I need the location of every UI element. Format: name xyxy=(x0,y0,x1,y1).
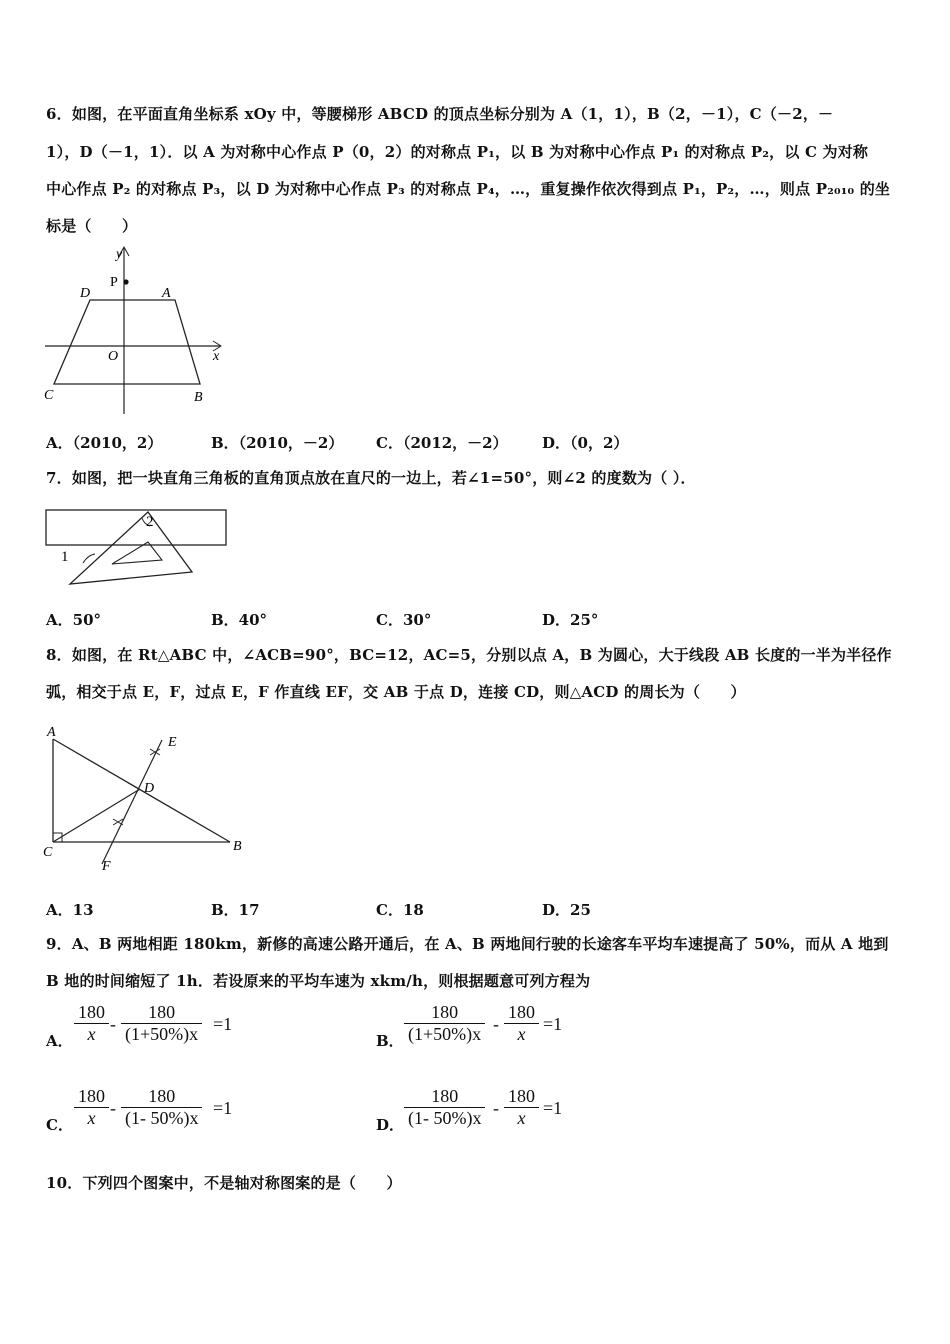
q6-text-line-3: 中心作点 P₂ 的对称点 P₃，以 D 为对称中心作点 P₃ 的对称点 P₄，…，重复操作依次得到点 P₁，P₂，…，则点 P₂₀₁₀ 的坐 xyxy=(46,180,891,198)
q7-option-b[interactable]: B．40° xyxy=(211,611,268,629)
q7-text-line-1: 7．如图，把一块直角三角板的直角顶点放在直尺的一边上，若∠1=50°，则∠2 的度数为（ ）． xyxy=(46,469,696,487)
triangle-outer xyxy=(70,512,192,584)
label-d: D xyxy=(144,781,155,796)
label-d: D xyxy=(80,286,91,301)
q9-option-d-label: D． xyxy=(376,1116,405,1134)
equals-one: =1 xyxy=(543,1014,563,1034)
q8-option-a[interactable]: A．13 xyxy=(46,901,94,919)
q8-option-b[interactable]: B．17 xyxy=(211,901,260,919)
label-p: P xyxy=(110,275,118,290)
point-p xyxy=(123,279,128,284)
denominator: (1- 50%)x xyxy=(404,1107,485,1129)
q8-option-c[interactable]: C．18 xyxy=(376,901,424,919)
q9-d-fraction-2 xyxy=(504,1086,539,1129)
label-b: B xyxy=(233,839,242,854)
q9-b-fraction-1 xyxy=(404,1002,485,1045)
q8-text-line-1: 8．如图，在 Rt△ABC 中，∠ACB=90°，BC=12，AC=5，分别以点 A，B 为圆心，大于线段 AB 长度的一半为半径作 xyxy=(46,646,892,664)
numerator: 180 xyxy=(78,1002,105,1022)
q7-option-d[interactable]: D．25° xyxy=(542,611,599,629)
equals-one: =1 xyxy=(543,1098,563,1118)
q6-text-line-4: 标是（ ） xyxy=(46,217,138,235)
label-angle-1: 1 xyxy=(61,549,69,565)
q7-ruler-triangle-figure xyxy=(40,500,240,590)
numerator: 180 xyxy=(431,1002,459,1022)
numerator: 180 xyxy=(431,1086,459,1106)
segment-cd xyxy=(53,789,140,842)
label-b: B xyxy=(194,390,203,405)
q6-option-d[interactable]: D．（0，2） xyxy=(542,434,629,452)
q9-c-fraction-1 xyxy=(74,1086,109,1129)
q6-option-c[interactable]: C．（2012，－2） xyxy=(376,434,508,452)
denominator: x xyxy=(504,1023,539,1045)
minus-sign: - xyxy=(110,1098,116,1118)
q9-text-line-2: B 地的时间缩短了 1h．若设原来的平均车速为 xkm/h，则根据题意可列方程为 xyxy=(46,972,591,990)
label-o: O xyxy=(108,349,119,364)
denominator: x xyxy=(74,1107,109,1129)
ruler xyxy=(46,510,226,545)
label-c: C xyxy=(43,845,53,860)
label-y: y xyxy=(116,247,123,262)
label-c: C xyxy=(44,388,54,403)
q6-option-b[interactable]: B．（2010，－2） xyxy=(211,434,344,452)
q8-text-line-2: 弧，相交于点 E，F，过点 E，F 作直线 EF，交 AB 于点 D，连接 CD，则△ACD 的周长为（ ） xyxy=(46,683,746,701)
q6-text-line-2: 1），D（－1，1）．以 A 为对称中心作点 P（0，2）的对称点 P₁，以 B 为对称中心作点 P₁ 的对称点 P₂，以 C 为对称 xyxy=(46,143,869,161)
denominator: (1+50%)x xyxy=(121,1023,202,1045)
minus-sign: - xyxy=(110,1014,116,1034)
label-angle-2: 2 xyxy=(146,514,154,530)
minus-sign: - xyxy=(493,1014,499,1034)
side-ab xyxy=(53,739,230,842)
q9-option-b-label: B． xyxy=(376,1032,404,1050)
q8-option-d[interactable]: D．25 xyxy=(542,901,591,919)
denominator: x xyxy=(504,1107,539,1129)
equals-one: =1 xyxy=(213,1098,233,1118)
numerator: 180 xyxy=(508,1002,535,1022)
q9-text-line-1: 9．A、B 两地相距 180km，新修的高速公路开通后，在 A、B 两地间行驶的长途客车平均车速提高了 50%，而从 A 地到 xyxy=(46,935,889,953)
denominator: (1- 50%)x xyxy=(121,1107,202,1129)
label-a: A xyxy=(162,286,171,301)
label-f: F xyxy=(102,859,111,874)
denominator: (1+50%)x xyxy=(404,1023,485,1045)
q7-option-a[interactable]: A．50° xyxy=(46,611,102,629)
angle-1-arc xyxy=(83,554,95,563)
numerator: 180 xyxy=(78,1086,105,1106)
numerator: 180 xyxy=(148,1002,176,1022)
q6-option-a[interactable]: A．（2010，2） xyxy=(46,434,163,452)
q10-text-line-1: 10．下列四个图案中，不是轴对称图案的是（ ） xyxy=(46,1174,402,1192)
numerator: 180 xyxy=(148,1086,176,1106)
trapezoid-abcd xyxy=(54,300,200,384)
q9-a-fraction-2 xyxy=(121,1002,202,1045)
equals-one: =1 xyxy=(213,1014,233,1034)
q6-trapezoid-figure xyxy=(40,244,230,419)
q9-a-fraction-1 xyxy=(74,1002,109,1045)
denominator: x xyxy=(74,1023,109,1045)
label-x: x xyxy=(213,349,220,364)
q7-option-c[interactable]: C．30° xyxy=(376,611,432,629)
minus-sign: - xyxy=(493,1098,499,1118)
label-e: E xyxy=(168,735,177,750)
q9-option-c-label: C． xyxy=(46,1116,73,1134)
q9-c-fraction-2 xyxy=(121,1086,202,1129)
q6-text-line-1: 6．如图，在平面直角坐标系 xOy 中，等腰梯形 ABCD 的顶点坐标分别为 A（1，1），B（2，－1），C（－2，－ xyxy=(46,105,834,123)
label-a: A xyxy=(47,725,56,740)
q9-b-fraction-2 xyxy=(504,1002,539,1045)
numerator: 180 xyxy=(508,1086,535,1106)
line-ef xyxy=(102,740,162,864)
q9-d-fraction-1 xyxy=(404,1086,485,1129)
q9-option-a-label: A． xyxy=(46,1032,73,1050)
q8-triangle-figure xyxy=(40,722,260,877)
